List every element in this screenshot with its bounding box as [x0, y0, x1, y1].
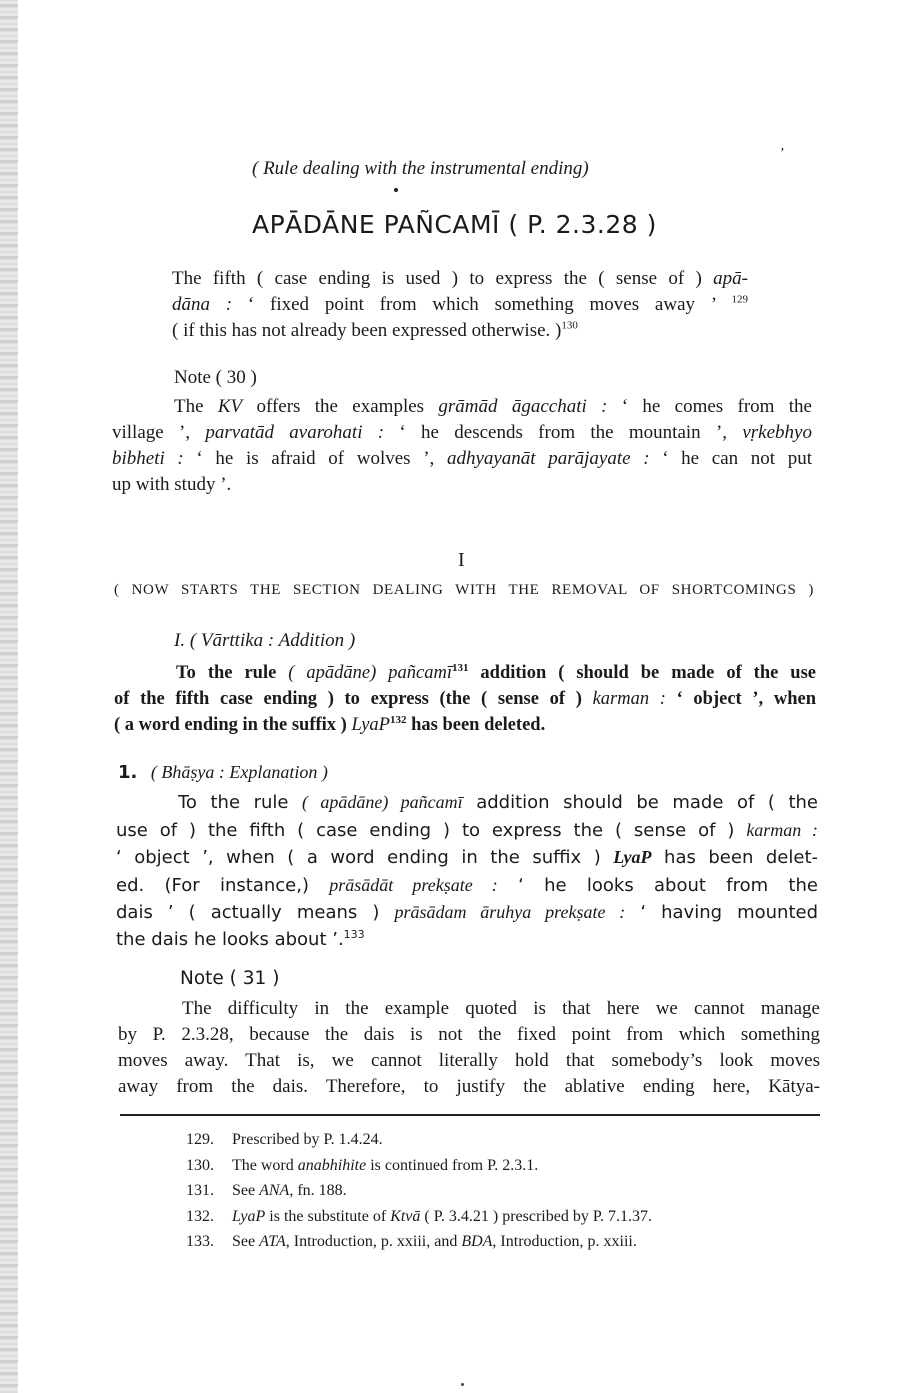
footnote-ref: 133	[343, 927, 365, 941]
footnote-129: 129. Prescribed by P. 1.4.24.	[186, 1131, 383, 1148]
footnote-ref: 132	[389, 713, 407, 726]
footnote-132: 132. LyaP is the substitute of Ktvā ( P. 3.4.21 ) prescribed by P. 7.1.37.	[186, 1207, 652, 1225]
footnote-divider	[120, 1114, 820, 1116]
footnote-133: 133. See ATA, Introduction, p. xxiii, and BDA, Introduction, p. xxiii.	[186, 1233, 637, 1250]
rule-caption: ( Rule dealing with the instrumental ending)	[252, 158, 589, 179]
footnote-130: 130. The word anabhihite is continued from P. 2.3.1.	[186, 1156, 539, 1174]
footnote-ref: 129	[731, 293, 748, 306]
ink-dot	[461, 1383, 464, 1386]
footnote-131: 131. See ANA, fn. 188.	[186, 1182, 347, 1199]
note-31-heading: Note ( 31 )	[180, 968, 280, 989]
bhasya-paragraph: To the rule ( apādāne) pañcamī addition should be made of ( the use of ) the fifth ( case ending ) to express the ( sense of ) karman : ‘ object ’, when ( a word ending in the suffix ) LyaP has been delet- ed. (For instance,) prāsādāt prekṣate : ‘ he looks about from the dais ’ ( actually means ) prāsādam āruhya prekṣate : ‘ having mounted the dais he looks about ’.$^{133}$	[116, 792, 819, 950]
rule-translation-paragraph: The fifth ( case ending is used ) to express the ( sense of ) apā- dāna : ‘ fixed point from which something moves away ’ $^{129}$ ( if this has not already been expressed otherwise. )$^{130}$	[172, 268, 748, 341]
footnote-ref: 130	[561, 319, 578, 332]
section-number: I	[458, 549, 465, 571]
bhasya-caption	[118, 762, 328, 783]
rule-heading: APĀDĀNE PAÑCAMĪ ( P. 2.3.28 )	[252, 210, 657, 239]
ink-dot	[394, 188, 398, 192]
note-30-paragraph: The KV offers the examples grāmād āgacchati : ‘ he comes from the village ’, parvatād avarohati : ‘ he descends from the mountain ’, vṛkebhyo bibheti : ‘ he is afraid of wolves ’, adhyayanāt parājayate : ‘ he can not put up with study ’.	[112, 396, 812, 495]
scan-edge-shadow	[0, 0, 18, 1393]
bhasya-caption-text: ( Bhāṣya : Explanation )	[150, 762, 328, 782]
bhasya-number: 1.	[118, 762, 138, 783]
note-31-paragraph: The difficulty in the example quoted is that here we cannot manage by P. 2.3.28, because the dais is not the fixed point from which something moves away. That is, we cannot literally hold that somebody’s look moves away from the dais. Therefore, to justify the ablative ending here, Kātya-	[118, 998, 820, 1097]
section-title: ( NOW STARTS THE SECTION DEALING WITH THE REMOVAL OF SHORTCOMINGS )	[114, 582, 814, 598]
varttika-caption: I. ( Vārttika : Addition )	[174, 630, 356, 651]
stray-mark: ʼ	[780, 146, 785, 161]
footnote-ref: 131	[451, 661, 469, 674]
note-30-heading: Note ( 30 )	[174, 367, 257, 388]
varttika-paragraph: To the rule ( apādāne) pañcamī$^{131}$ addition ( should be made of the use of the fifth case ending ) to express (the ( sense of ) karman : ‘ object ’, when ( a word ending in the suffix ) LyaP$^{132}$ has been deleted.	[114, 661, 817, 735]
footnotes	[186, 1127, 652, 1255]
